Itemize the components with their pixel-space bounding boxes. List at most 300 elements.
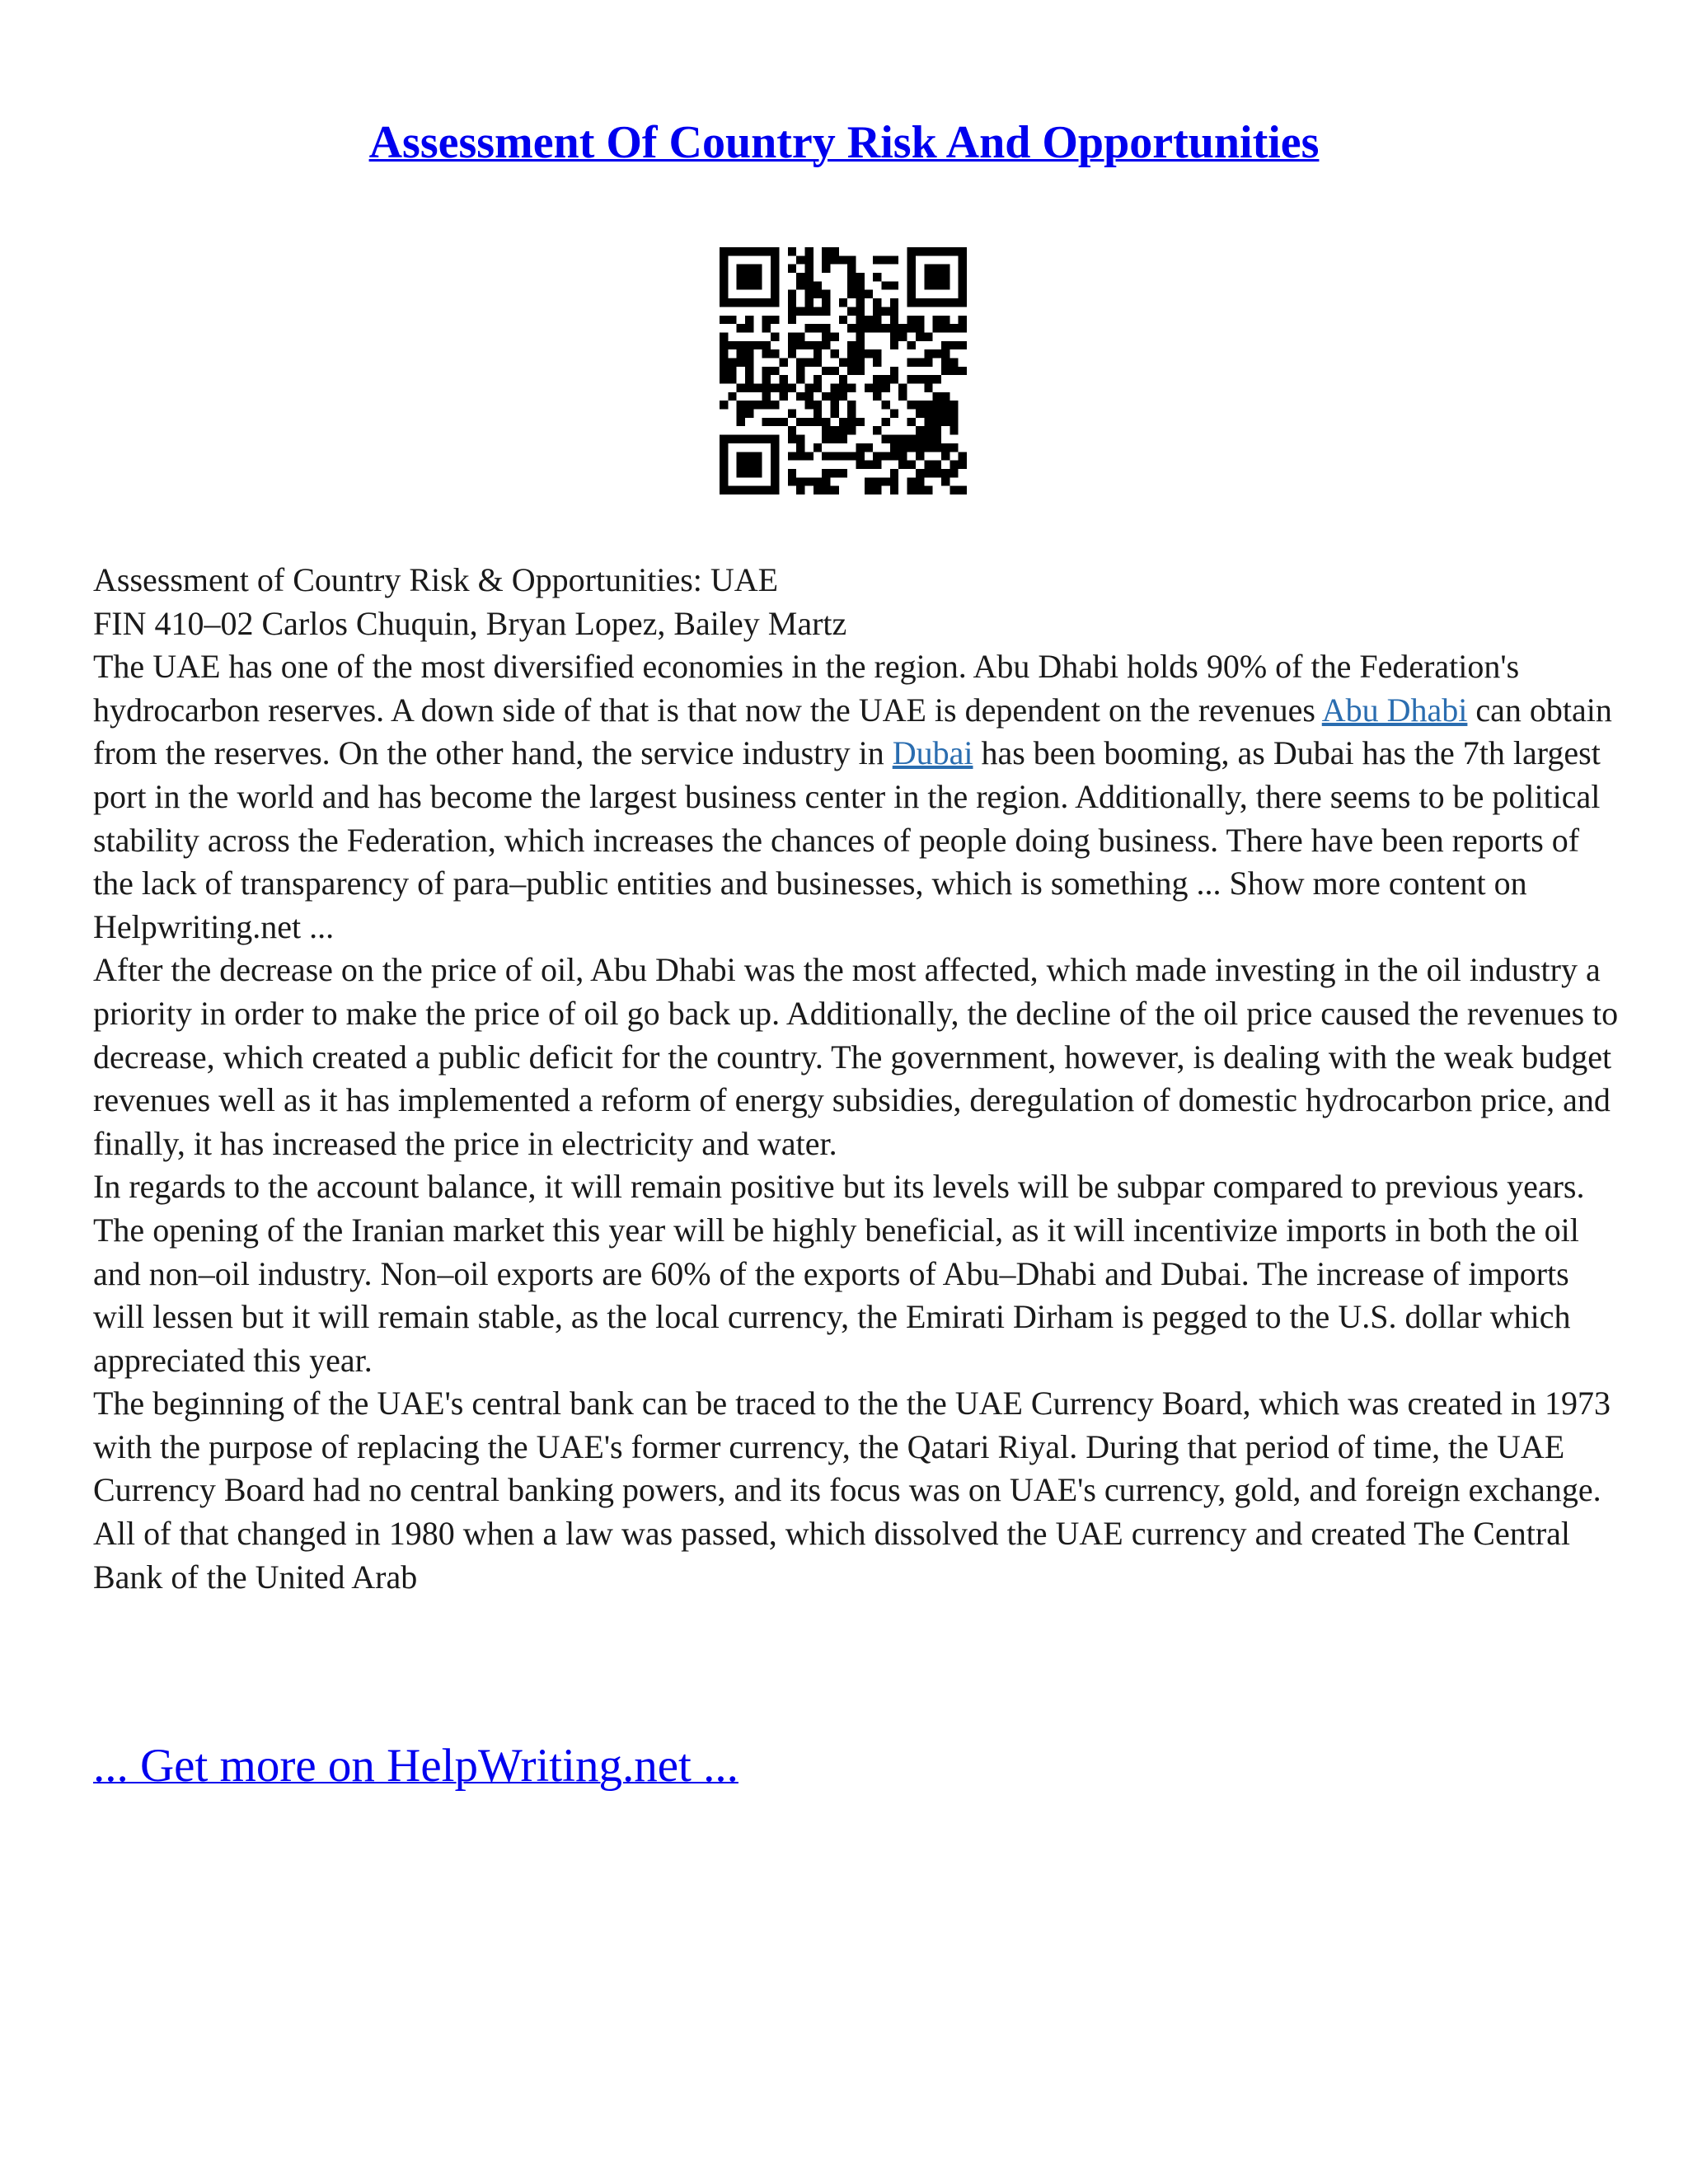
qr-module: [720, 316, 728, 324]
qr-module: [933, 435, 941, 443]
qr-module: [873, 298, 881, 307]
qr-module: [890, 307, 898, 315]
qr-module: [924, 247, 932, 255]
qr-module: [796, 341, 804, 349]
qr-module: [924, 298, 932, 307]
qr-module: [737, 461, 745, 469]
qr-module: [728, 375, 736, 383]
paragraph-1: [93, 645, 1626, 949]
qr-module: [839, 384, 847, 392]
qr-module: [830, 332, 838, 340]
qr-module: [804, 281, 813, 289]
qr-module: [745, 461, 753, 469]
qr-module: [907, 298, 916, 307]
qr-module: [873, 486, 881, 494]
qr-module: [890, 255, 898, 264]
qr-module: [814, 401, 822, 409]
qr-module: [720, 265, 728, 273]
qr-module: [720, 486, 728, 494]
qr-module: [907, 324, 916, 332]
qr-module: [924, 461, 932, 469]
qr-module: [907, 290, 916, 298]
qr-module: [847, 452, 856, 460]
qr-module: [796, 452, 804, 460]
qr-module: [941, 443, 950, 452]
qr-module: [907, 341, 916, 349]
qr-module: [882, 255, 890, 264]
qr-module: [762, 349, 771, 358]
qr-module: [830, 469, 838, 477]
authors-line: FIN 410–02 Carlos Chuquin, Bryan Lopez, Bailey Martz: [93, 604, 847, 642]
qr-module: [839, 435, 847, 443]
qr-module: [941, 477, 950, 485]
document-heading: Assessment of Country Risk & Opportunities: UAE: [93, 561, 779, 598]
qr-module: [907, 273, 916, 281]
paragraph-4: The beginning of the UAE's central bank can be traced to the the UAE Currency Board, which was created in 1973 with the purpose of replacing the UAE's former currency, the Qatari Riyal. During that period of time, the UAE Currency Board had no central banking powers, and its focus was on UAE's currency, gold, and foreign exchange. All of that changed in 1980 when a law was passed, which dissolved the UAE currency and created The Central Bank of the United Arab: [93, 1385, 1611, 1596]
qr-module: [779, 384, 787, 392]
qr-module: [830, 367, 838, 375]
qr-module: [941, 392, 950, 401]
qr-module: [796, 273, 804, 281]
qr-module: [856, 367, 865, 375]
qr-module: [924, 426, 932, 434]
qr-module: [728, 247, 736, 255]
qr-module: [762, 401, 771, 409]
qr-module: [814, 324, 822, 332]
qr-module: [737, 273, 745, 281]
qr-module: [950, 410, 958, 418]
qr-module: [737, 418, 745, 426]
dubai-link[interactable]: Dubai: [892, 734, 973, 772]
qr-module: [728, 341, 736, 349]
qr-module: [796, 255, 804, 264]
qr-module: [804, 392, 813, 401]
qr-module: [720, 401, 728, 409]
paragraph-2: After the decrease on the price of oil, Abu Dhabi was the most affected, which made investing in the oil industry a priority in order to make the price of oil go back up. Additionally, the decline of the oil price caused the revenues to decrease, which created a public deficit for the country. The government, however, is dealing with the weak budget revenues well as it has implemented a reform of energy subsidies, deregulation of domestic hydrocarbon price, and finally, it has increased the price in electricity and water.: [93, 951, 1619, 1162]
qr-module: [762, 384, 771, 392]
qr-module: [950, 324, 958, 332]
qr-module: [762, 375, 771, 383]
qr-module: [839, 418, 847, 426]
qr-module: [950, 247, 958, 255]
qr-module: [788, 290, 796, 298]
qr-module: [941, 452, 950, 460]
qr-module: [890, 324, 898, 332]
qr-module: [882, 384, 890, 392]
qr-module: [916, 401, 924, 409]
qr-module: [771, 435, 779, 443]
qr-module: [822, 486, 830, 494]
qr-module: [796, 392, 804, 401]
qr-module: [720, 435, 728, 443]
qr-module: [745, 247, 753, 255]
qr-module: [847, 307, 856, 315]
qr-module: [753, 265, 762, 273]
qr-module: [916, 443, 924, 452]
qr-module: [907, 375, 916, 383]
qr-module: [933, 401, 941, 409]
qr-module: [796, 486, 804, 494]
qr-module: [898, 332, 907, 340]
qr-module: [839, 298, 847, 307]
qr-module: [865, 290, 873, 298]
qr-module: [933, 426, 941, 434]
qr-module: [933, 443, 941, 452]
qr-module: [745, 316, 753, 324]
qr-module: [916, 247, 924, 255]
qr-module: [959, 461, 967, 469]
qr-module: [788, 349, 796, 358]
qr-module: [959, 341, 967, 349]
qr-module: [737, 324, 745, 332]
qr-module: [728, 316, 736, 324]
qr-module: [916, 358, 924, 366]
qr-module: [745, 273, 753, 281]
qr-module: [959, 367, 967, 375]
qr-module: [924, 443, 932, 452]
qr-module: [950, 401, 958, 409]
qr-module: [924, 384, 932, 392]
qr-module: [865, 486, 873, 494]
qr-module: [933, 410, 941, 418]
qr-module: [916, 375, 924, 383]
qr-module: [796, 281, 804, 289]
qr-module: [720, 290, 728, 298]
qr-module: [898, 392, 907, 401]
qr-module: [898, 384, 907, 392]
qr-module: [933, 324, 941, 332]
qr-module: [720, 273, 728, 281]
qr-module: [737, 452, 745, 460]
qr-module: [814, 477, 822, 485]
qr-module: [839, 452, 847, 460]
qr-module: [924, 401, 932, 409]
qr-module: [959, 452, 967, 460]
qr-module: [907, 435, 916, 443]
qr-module: [873, 384, 881, 392]
qr-module: [737, 298, 745, 307]
qr-module: [830, 392, 838, 401]
qr-module: [898, 461, 907, 469]
qr-module: [856, 349, 865, 358]
qr-module: [753, 452, 762, 460]
abu-dhabi-link[interactable]: Abu Dhabi: [1321, 691, 1468, 729]
qr-module: [959, 298, 967, 307]
get-more-section: [93, 1737, 738, 1795]
qr-module: [745, 324, 753, 332]
qr-module: [720, 281, 728, 289]
qr-module: [856, 332, 865, 340]
qr-module: [788, 426, 796, 434]
qr-module: [762, 392, 771, 401]
qr-module: [796, 435, 804, 443]
qr-module: [728, 367, 736, 375]
qr-module: [882, 435, 890, 443]
qr-module: [788, 298, 796, 307]
qr-module: [916, 298, 924, 307]
qr-module: [933, 418, 941, 426]
qr-module: [924, 410, 932, 418]
qr-module: [941, 349, 950, 358]
qr-module: [830, 401, 838, 409]
qr-module: [814, 307, 822, 315]
qr-module: [924, 332, 932, 340]
qr-module: [873, 452, 881, 460]
qr-module: [804, 452, 813, 460]
qr-module: [779, 418, 787, 426]
qr-module: [822, 324, 830, 332]
qr-module: [856, 273, 865, 281]
qr-module: [814, 375, 822, 383]
qr-module: [720, 469, 728, 477]
qr-module: [771, 443, 779, 452]
qr-module: [907, 443, 916, 452]
qr-module: [933, 247, 941, 255]
qr-module: [916, 452, 924, 460]
qr-module: [720, 443, 728, 452]
qr-module: [762, 247, 771, 255]
qr-module: [814, 418, 822, 426]
qr-module: [924, 469, 932, 477]
qr-module: [771, 418, 779, 426]
qr-module: [873, 273, 881, 281]
qr-module: [856, 316, 865, 324]
qr-module: [796, 477, 804, 485]
qr-module: [839, 358, 847, 366]
qr-module: [737, 265, 745, 273]
qr-module: [745, 367, 753, 375]
qr-module: [720, 461, 728, 469]
qr-module: [882, 324, 890, 332]
qr-module: [916, 477, 924, 485]
qr-module: [907, 418, 916, 426]
qr-module: [959, 265, 967, 273]
qr-module: [847, 349, 856, 358]
qr-module: [941, 247, 950, 255]
qr-module: [771, 384, 779, 392]
qr-module: [873, 316, 881, 324]
qr-module: [847, 410, 856, 418]
qr-module: [822, 247, 830, 255]
qr-module: [847, 341, 856, 349]
qr-module: [882, 418, 890, 426]
qr-module: [898, 443, 907, 452]
qr-module: [737, 341, 745, 349]
qr-module: [941, 265, 950, 273]
qr-module: [941, 358, 950, 366]
qr-module: [847, 401, 856, 409]
qr-module: [950, 469, 958, 477]
qr-module: [822, 469, 830, 477]
qr-module: [720, 247, 728, 255]
qr-module: [745, 401, 753, 409]
qr-module: [856, 324, 865, 332]
qr-module: [753, 298, 762, 307]
paragraph-1-text-b: can obtain from the reserves. On the other hand, the service industry in: [93, 691, 1612, 772]
qr-module: [804, 247, 813, 255]
qr-module: [890, 435, 898, 443]
qr-module: [924, 273, 932, 281]
qr-module: [916, 486, 924, 494]
page-title: [0, 114, 1688, 171]
qr-module: [788, 452, 796, 460]
qr-module: [830, 426, 838, 434]
qr-module: [890, 410, 898, 418]
qr-module: [873, 426, 881, 434]
qr-module: [804, 290, 813, 298]
qr-module: [771, 255, 779, 264]
qr-module: [959, 273, 967, 281]
qr-module: [933, 349, 941, 358]
qr-module: [796, 307, 804, 315]
qr-module: [720, 477, 728, 485]
qr-module: [959, 486, 967, 494]
paragraph-1-text-c: has been booming, as Dubai has the 7th largest port in the world and has become the largest business center in the region. Additionally, there seems to be political stability across the Federation, which increases the chances of people doing business. There have been reports of the lack of transparency of para–public entities and businesses, which is something ... Show more content on Helpwriting.net ...: [93, 734, 1601, 945]
qr-module: [830, 384, 838, 392]
qr-module: [822, 452, 830, 460]
qr-module: [822, 290, 830, 298]
qr-module: [745, 265, 753, 273]
qr-module: [771, 298, 779, 307]
qr-module: [771, 486, 779, 494]
qr-module: [745, 281, 753, 289]
qr-module: [771, 477, 779, 485]
qr-module: [941, 469, 950, 477]
qr-module: [856, 443, 865, 452]
qr-module: [882, 307, 890, 315]
qr-module: [898, 435, 907, 443]
qr-module: [737, 281, 745, 289]
qr-module: [873, 349, 881, 358]
qr-module: [745, 452, 753, 460]
qr-module: [924, 486, 932, 494]
qr-module: [822, 298, 830, 307]
qr-module: [771, 469, 779, 477]
qr-module: [822, 332, 830, 340]
qr-module: [796, 332, 804, 340]
qr-module: [856, 461, 865, 469]
qr-module: [839, 426, 847, 434]
qr-module: [847, 384, 856, 392]
qr-module: [865, 349, 873, 358]
qr-module: [720, 349, 728, 358]
qr-module: [822, 341, 830, 349]
qr-module: [753, 384, 762, 392]
qr-module: [753, 469, 762, 477]
qr-module: [856, 418, 865, 426]
qr-module: [941, 341, 950, 349]
qr-module: [753, 247, 762, 255]
qr-module: [804, 384, 813, 392]
qr-module: [890, 452, 898, 460]
qr-module: [924, 281, 932, 289]
qr-module: [737, 349, 745, 358]
qr-module: [941, 273, 950, 281]
qr-module: [847, 281, 856, 289]
qr-module: [788, 316, 796, 324]
qr-module: [847, 290, 856, 298]
qr-module: [907, 477, 916, 485]
qr-module: [804, 298, 813, 307]
qr-module: [771, 332, 779, 340]
qr-module: [916, 324, 924, 332]
paragraph-3: In regards to the account balance, it will remain positive but its levels will be subpar compared to previous years. The opening of the Iranian market this year will be highly beneficial, as it will incentivize imports in both the oil and non–oil industry. Non–oil exports are 60% of the exports of Abu–Dhabi and Dubai. The increase of imports will lessen but it will remain stable, as the local currency, the Emirati Dirham is pegged to the U.S. dollar which appreciated this year.: [93, 1168, 1585, 1379]
qr-module: [882, 452, 890, 460]
qr-module: [890, 341, 898, 349]
qr-module: [771, 281, 779, 289]
get-more-link[interactable]: ... Get more on HelpWriting.net ...: [93, 1740, 738, 1792]
qr-module: [839, 255, 847, 264]
qr-module: [737, 435, 745, 443]
qr-module: [882, 477, 890, 485]
qr-module: [814, 384, 822, 392]
paragraph-1-text-a: The UAE has one of the most diversified economies in the region. Abu Dhabi holds 90% of the Federation's hydrocarbon reserves. A down side of that is that now the UAE is dependent on the revenues: [93, 648, 1520, 729]
qr-module: [822, 367, 830, 375]
qr-module: [720, 255, 728, 264]
qr-module: [916, 316, 924, 324]
qr-module: [873, 358, 881, 366]
qr-module: [847, 324, 856, 332]
qr-module: [804, 255, 813, 264]
qr-module: [950, 426, 958, 434]
qr-module: [796, 418, 804, 426]
qr-module: [898, 452, 907, 460]
qr-module: [873, 477, 881, 485]
qr-module: [822, 426, 830, 434]
title-link[interactable]: Assessment Of Country Risk And Opportunities: [368, 117, 1320, 168]
qr-module: [779, 375, 787, 383]
qr-module: [788, 247, 796, 255]
qr-module: [814, 410, 822, 418]
qr-module: [771, 247, 779, 255]
qr-module: [745, 375, 753, 383]
qr-module: [753, 341, 762, 349]
qr-module: [924, 435, 932, 443]
qr-module: [890, 375, 898, 383]
qr-module: [873, 392, 881, 401]
qr-module: [804, 418, 813, 426]
qr-module: [847, 273, 856, 281]
qr-module: [933, 375, 941, 383]
qr-module: [865, 384, 873, 392]
qr-module: [720, 332, 728, 340]
qr-module: [830, 247, 838, 255]
qr-module: [796, 375, 804, 383]
qr-module: [762, 486, 771, 494]
qr-module: [907, 358, 916, 366]
qr-module: [907, 316, 916, 324]
qr-module: [788, 435, 796, 443]
qr-module: [882, 401, 890, 409]
qr-module: [771, 349, 779, 358]
qr-module: [865, 477, 873, 485]
qr-module: [907, 486, 916, 494]
qr-module: [847, 426, 856, 434]
qr-module: [771, 316, 779, 324]
qr-module: [745, 349, 753, 358]
qr-module: [796, 358, 804, 366]
qr-module: [907, 255, 916, 264]
qr-module: [814, 281, 822, 289]
qr-module: [924, 418, 932, 426]
qr-module: [771, 367, 779, 375]
qr-module: [950, 461, 958, 469]
qr-module: [753, 401, 762, 409]
qr-module: [865, 461, 873, 469]
qr-module: [839, 392, 847, 401]
qr-module: [745, 298, 753, 307]
qr-module: [933, 265, 941, 273]
